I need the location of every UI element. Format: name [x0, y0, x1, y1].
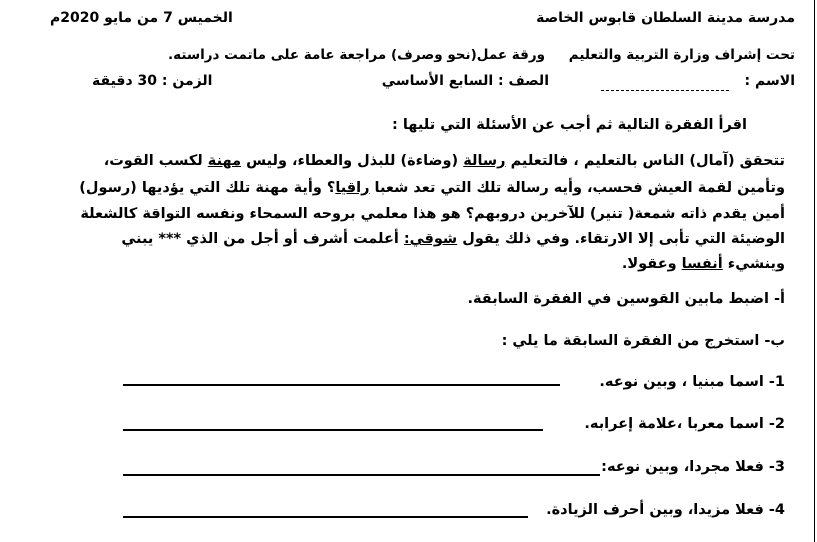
answer-line-1[interactable]: [123, 384, 560, 386]
paragraph-line-5: وينشيء أنفسا وعقولا.: [621, 256, 785, 272]
supervision-text: تحت إشراف وزارة التربية والتعليم: [568, 47, 795, 63]
paragraph-line-1: تتحقق (آمال) الناس بالتعليم ، فالتعليم رسالة (وضاءة) للبذل والعطاء، وليس مهنة لكسب القوت،: [103, 153, 785, 169]
name-label: الاسم :: [744, 73, 795, 89]
question-a: أ- اضبط مابين القوسين في الفقرة السابقة.: [467, 291, 785, 307]
page-border: [814, 0, 815, 542]
school-name: مدرسة مدينة السلطان قابوس الخاصة: [536, 10, 795, 26]
answer-line-4[interactable]: [123, 516, 528, 518]
name-blank: [601, 90, 729, 91]
worksheet-title: ورقة عمل(نحو وصرف) مراجعة عامة على ماتمت دراسته.: [168, 47, 545, 63]
reading-instruction: اقرأ الفقرة التالية ثم أجب عن الأسئلة التي تليها :: [392, 117, 747, 133]
paragraph-line-2: وتأمين لقمة العيش فحسب، وأيه رسالة تلك التي تعد شعبا راقيا؟ وأية مهنة تلك التي يؤديها (رسول): [79, 180, 785, 196]
time-text: الزمن : 30 دقيقة: [92, 73, 213, 89]
question-b: ب- استخرج من الفقرة السابقة ما يلي :: [501, 333, 785, 349]
item-3: 3- فعلا مجردا، وبين نوعه:: [601, 459, 785, 475]
date-text: الخميس 7 من مايو 2020م: [50, 10, 233, 26]
answer-line-3[interactable]: [123, 474, 600, 476]
item-2: 2- اسما معربا ،علامة إعرابه.: [584, 416, 785, 432]
answer-line-2[interactable]: [123, 429, 543, 431]
item-4: 4- فعلا مزيدا، وبين أحرف الزيادة.: [546, 502, 785, 518]
grade-text: الصف : السابع الأساسي: [381, 73, 549, 89]
paragraph-line-3: أمين يقدم ذاته شمعة( تنير) للآخرين دروبهم؟ هو هذا معلمي بروحه السمحاء ونفسه التواقة كالشعلة: [80, 206, 785, 222]
paragraph-line-4: الوضيئة التي تأبى إلا الارتقاء. وفي ذلك يقول شوقي: أعلمت أشرف أو أجل من الذي *** يبني: [121, 231, 785, 247]
item-1: 1- اسما مبنيا ، وبين نوعه.: [599, 374, 785, 390]
